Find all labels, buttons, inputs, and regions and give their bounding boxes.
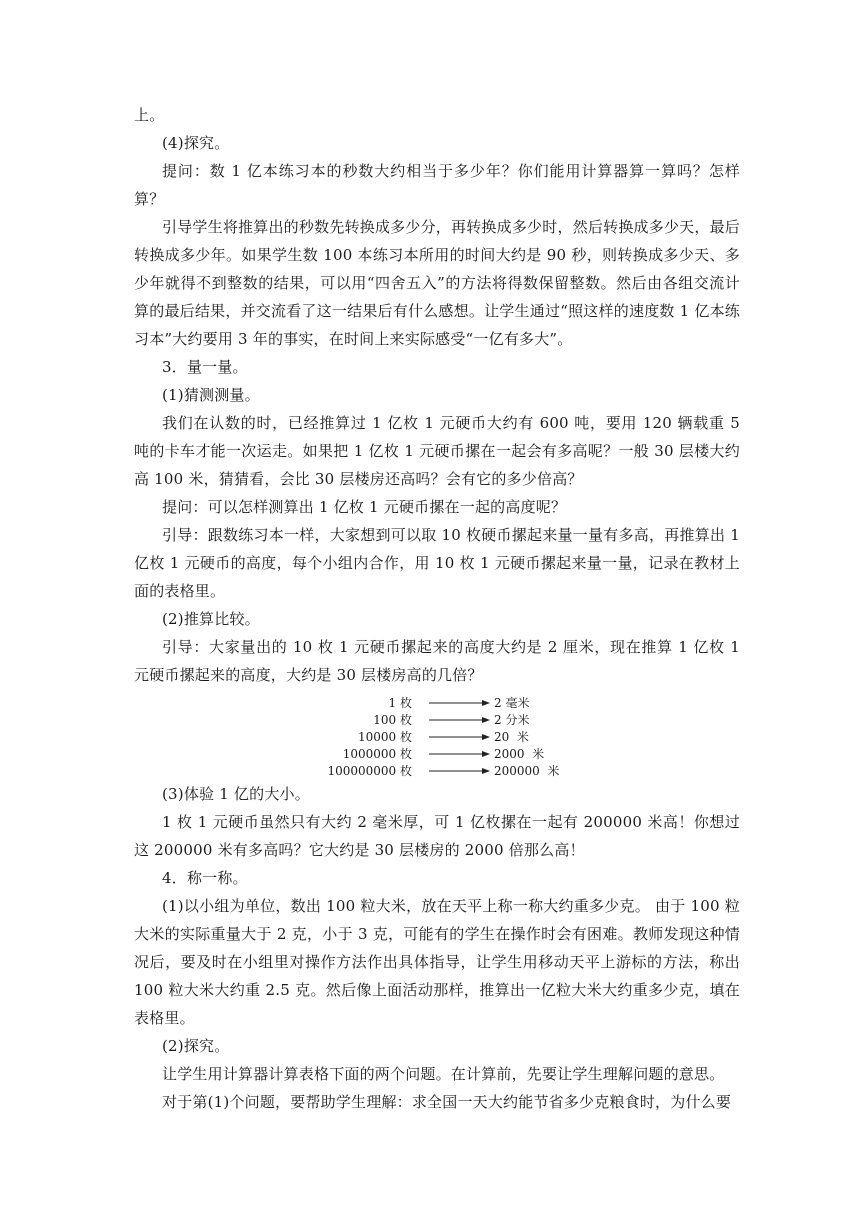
paragraph: 引导：大家量出的 10 枚 1 元硬币摞起来的高度大约是 2 厘米，现在推算 1 亿枚 1 元硬币摞起来的高度，大约是 30 层楼房高的几倍？ bbox=[134, 638, 740, 684]
paragraph: (1)猜测测量。 bbox=[162, 386, 260, 404]
paragraph: 我们在认数的时，已经推算过 1 亿枚 1 元硬币大约有 600 吨，要用 120 辆载重 5 吨的卡车才能一次运走。如果把 1 亿枚 1 元硬币摞在一起会有多高呢？一般 30 层楼大约高 100 米，猜猜看，会比 30 层楼房还高吗？会有它的多少倍高？ bbox=[134, 414, 740, 488]
text-section-after-diagram bbox=[134, 780, 740, 1116]
paragraph: 4．称一称。 bbox=[162, 869, 248, 887]
paragraph: 对于第(1)个问题，要帮助学生理解：求全国一天大约能节省多少克粮食时，为什么要 bbox=[162, 1093, 732, 1111]
coin-height-conversion-diagram bbox=[134, 692, 740, 778]
paragraph: (4)探究。 bbox=[162, 134, 230, 152]
paragraph: (2)推算比较。 bbox=[162, 610, 260, 628]
paragraph: 3．量一量。 bbox=[162, 358, 248, 376]
paragraph: 让学生用计算器计算表格下面的两个问题。在计算前，先要让学生理解问题的意思。 bbox=[162, 1065, 725, 1083]
document-body bbox=[134, 101, 740, 1116]
paragraph: 1 枚 1 元硬币虽然只有大约 2 毫米厚，可 1 亿枚摞在一起有 200000 米高！你想过这 200000 米有多高吗？它大约是 30 层楼房的 2000 倍那么高！ bbox=[134, 813, 740, 859]
coin-count-label: 100 枚 bbox=[373, 713, 412, 727]
height-result-label: 200000 米 bbox=[494, 764, 560, 778]
coin-count-label: 10000 枚 bbox=[358, 730, 412, 744]
paragraph: 上。 bbox=[134, 106, 165, 124]
height-result-label: 20 米 bbox=[494, 730, 529, 744]
paragraph: 提问：数 1 亿本练习本的秒数大约相当于多少年？你们能用计算器算一算吗？怎样算？ bbox=[134, 162, 740, 208]
paragraph: (3)体验 1 亿的大小。 bbox=[162, 785, 310, 803]
coin-count-label: 100000000 枚 bbox=[327, 764, 412, 778]
height-result-label: 2000 米 bbox=[494, 747, 545, 761]
conversion-svg bbox=[134, 692, 740, 778]
paragraph: (2)探究。 bbox=[162, 1037, 230, 1055]
height-result-label: 2 毫米 bbox=[494, 696, 530, 710]
height-result-label: 2 分米 bbox=[494, 713, 530, 727]
text-section-before-diagram bbox=[134, 101, 740, 689]
paragraph: 引导：跟数练习本一样，大家想到可以取 10 枚硬币摞起来量一量有多高，再推算出 1 亿枚 1 元硬币的高度，每个小组内合作，用 10 枚 1 元硬币摞起来量一量，记录在教材上面的表格里。 bbox=[134, 526, 740, 600]
paragraph: 引导学生将推算出的秒数先转换成多少分，再转换成多少时，然后转换成多少天，最后转换成多少年。如果学生数 100 本练习本所用的时间大约是 90 秒，则转换成多少天、多少年就得不到整数的结果，可以用“四舍五入”的方法将得数保留整数。然后由各组交流计算的最后结果，并交流看了这一结果后有什么感想。让学生通过“照这样的速度数 1 亿本练习本”大约要用 3 年的事实，在时间上来实际感受“一亿有多大”。 bbox=[134, 218, 740, 348]
coin-count-label: 1000000 枚 bbox=[342, 747, 412, 761]
paragraph: (1)以小组为单位，数出 100 粒大米，放在天平上称一称大约重多少克。 由于 100 粒大米的实际重量大于 2 克，小于 3 克，可能有的学生在操作时会有困难。教师发现这种情况后，要及时在小组里对操作方法作出具体指导，让学生用移动天平上游标的方法，称出 100 粒大米大约重 2.5 克。然后像上面活动那样，推算出一亿粒大米大约重多少克，填在表格里。 bbox=[134, 897, 740, 1027]
coin-count-label: 1 枚 bbox=[388, 696, 412, 710]
paragraph: 提问：可以怎样测算出 1 亿枚 1 元硬币摞在一起的高度呢？ bbox=[162, 498, 567, 516]
